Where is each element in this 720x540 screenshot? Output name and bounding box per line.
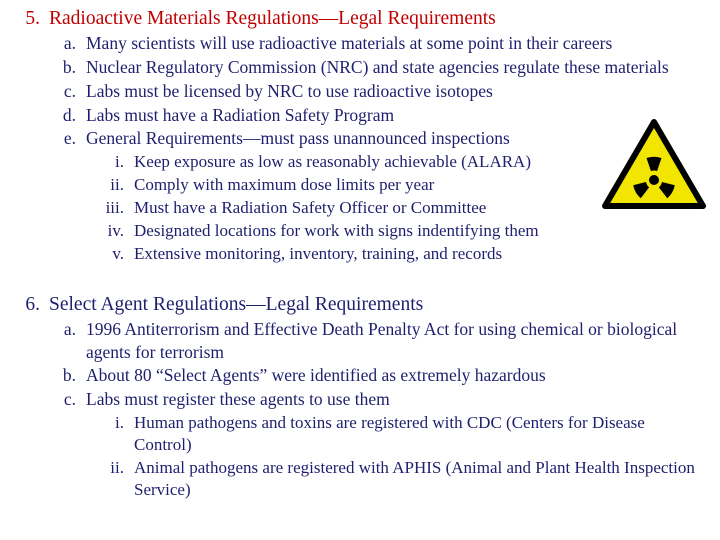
sub-list-item-text: Designated locations for work with signs indentifying them — [134, 221, 539, 241]
sub-list-item-text: Extensive monitoring, inventory, training, and records — [134, 244, 503, 264]
section-heading — [14, 292, 706, 317]
sub-list-item-text: Comply with maximum dose limits per year — [134, 175, 435, 195]
list-item-marker: d. — [62, 104, 76, 125]
list-item-text: Many scientists will use radioactive materials at some point in their careers — [86, 33, 613, 54]
sub-list-item-marker: iv. — [107, 221, 124, 241]
list-item — [14, 80, 706, 103]
list-item-marker: b. — [62, 57, 76, 78]
section-spacer — [14, 266, 706, 292]
section-title: Select Agent Regulations—Legal Requirements — [49, 293, 424, 315]
sub-list-item-marker: i. — [115, 152, 124, 172]
sub-list-item — [14, 457, 706, 501]
sub-list-item — [14, 220, 706, 242]
sub-list-item-text: Animal pathogens are registered with APHIS (Animal and Plant Health Inspection Service) — [134, 458, 695, 500]
sub-list-item — [14, 243, 706, 265]
list-item-text: General Requirements—must pass unannounced inspections — [86, 128, 510, 149]
section-number: 6. — [25, 293, 40, 315]
list-item — [14, 56, 706, 79]
list-item — [14, 32, 706, 55]
list-item-text: 1996 Antiterrorism and Effective Death Penalty Act for using chemical or biological agents for terrorism — [86, 318, 678, 362]
sub-list-item-marker: i. — [115, 412, 124, 432]
sub-list-item-marker: iii. — [105, 198, 124, 218]
list-item-text: About 80 “Select Agents” were identified as extremely hazardous — [86, 365, 546, 386]
sub-list-item — [14, 412, 706, 456]
sub-list-item-text: Keep exposure as low as reasonably achievable (ALARA) — [134, 152, 531, 172]
list-item-marker: a. — [63, 318, 76, 339]
list-item-text: Labs must have a Radiation Safety Program — [86, 104, 395, 125]
sub-list-item-marker: ii. — [110, 458, 124, 478]
list-item-marker: c. — [63, 389, 76, 410]
list-item-marker: a. — [63, 33, 76, 54]
list-item-text: Labs must register these agents to use them — [86, 389, 390, 410]
list-item-marker: c. — [63, 80, 76, 101]
list-item — [14, 364, 706, 387]
radiation-hazard-sign-icon — [602, 118, 706, 210]
list-item-text: Labs must be licensed by NRC to use radioactive isotopes — [86, 80, 493, 101]
list-item-text: Nuclear Regulatory Commission (NRC) and state agencies regulate these materials — [86, 57, 669, 78]
sub-list-item-marker: v. — [112, 244, 124, 264]
list-item — [14, 318, 706, 364]
list-item-marker: b. — [62, 365, 76, 386]
sub-list-item-text: Must have a Radiation Safety Officer or Committee — [134, 198, 487, 218]
list-item-marker: e. — [63, 128, 76, 149]
sub-list-item-text: Human pathogens and toxins are registered with CDC (Centers for Disease Control) — [134, 412, 645, 454]
section-number: 5. — [25, 8, 40, 29]
section-heading — [14, 6, 706, 31]
list-item — [14, 388, 706, 411]
sub-list-item-marker: ii. — [110, 175, 124, 195]
section-title: Radioactive Materials Regulations—Legal Requirements — [49, 8, 496, 29]
